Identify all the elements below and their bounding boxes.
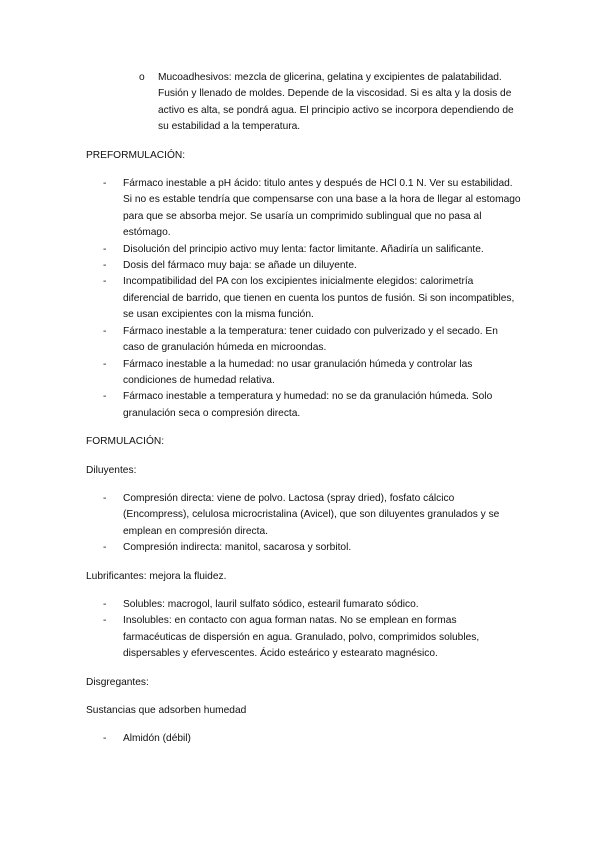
list-item-text: Fármaco inestable a pH ácido: titulo antes y después de HCl 0.1 N. Ver su estabilidad. Si no es estable tendría que compensarse con una base a la hora de llegar al estomago para que se absorba mejor. Se usaría un comprimido sublingual que no pasa al estómago.	[123, 178, 521, 239]
list-item-text: Incompatibilidad del PA con los excipientes inicialmente elegidos: calorimetría diferencial de barrido, que tienen en cuenta los puntos de fusión. Si son incompatibles, se usan excipientes con la misma función.	[123, 276, 515, 321]
list-item	[86, 491, 522, 540]
list-item-mucoadhesivos	[86, 70, 522, 136]
subheading-adsorben-humedad: Sustancias que adsorben humedad	[86, 705, 247, 716]
list-item-text: Fármaco inestable a temperatura y humedad: no se da granulación húmeda. Solo granulación seca o compresión directa.	[123, 391, 493, 419]
heading-diluyentes: Diluyentes:	[86, 464, 137, 476]
list-item	[86, 389, 522, 422]
bullet-marker: -	[103, 178, 107, 190]
bullet-marker: -	[103, 243, 107, 255]
heading-preformulacion: PREFORMULACIÓN:	[86, 149, 186, 161]
bullet-marker: -	[103, 492, 107, 504]
list-item-text: Compresión indirecta: manitol, sacarosa y sorbitol.	[123, 542, 352, 554]
bullet-marker: -	[103, 598, 107, 610]
list-item-text: Compresión directa: viene de polvo. Lactosa (spray dried), fosfato cálcico (Encompress), celulosa microcristalina (Avicel), que son diluyentes granulados y se emplean en compresión directa.	[123, 492, 500, 537]
heading-formulacion: FORMULACIÓN:	[86, 436, 165, 448]
bullet-marker: -	[103, 260, 107, 272]
sub-bullet-marker: o	[139, 72, 145, 83]
heading-disgregantes: Disgregantes:	[86, 676, 149, 688]
list-item	[86, 731, 522, 747]
list-item-text: Dosis del fármaco muy baja: se añade un diluyente.	[123, 260, 357, 272]
list-item	[86, 613, 522, 662]
list-item-text: Almidón (débil)	[123, 733, 191, 745]
bullet-marker: -	[103, 358, 107, 370]
list-item	[86, 274, 522, 323]
list-item-text: Disolución del principio activo muy lenta: factor limitante. Añadiría un salificante.	[123, 243, 484, 255]
bullet-marker: -	[103, 615, 107, 627]
list-preformulacion	[86, 176, 522, 422]
list-diluyentes	[86, 491, 522, 557]
bullet-marker: -	[103, 325, 107, 337]
list-item-text: Mucoadhesivos: mezcla de glicerina, gelatina y excipientes de palatabilidad. Fusión y llenado de moldes. Depende de la viscosidad. Si es alta y la dosis de activo es alta, se pondrá agua. El principio activo se incorpora dependiendo de su estabilidad a la temperatura.	[158, 72, 514, 133]
heading-lubrificantes: Lubrificantes: mejora la fluidez.	[86, 570, 227, 582]
bullet-marker: -	[103, 391, 107, 403]
list-item	[86, 540, 522, 556]
list-item-text: Fármaco inestable a la temperatura: tener cuidado con pulverizado y el secado. En caso de granulación húmeda en microondas.	[123, 325, 498, 354]
bullet-marker: -	[103, 733, 107, 745]
list-item	[86, 242, 522, 258]
bullet-marker: -	[103, 542, 107, 554]
list-item-text: Insolubles: en contacto con agua forman natas. No se emplean en formas farmacéuticas de dispersión en agua. Granulado, polvo, comprimidos solubles, dispersables y efervescentes. Ácido esteárico y estearato magnésico.	[123, 615, 480, 660]
bullet-marker: -	[103, 276, 107, 288]
list-item	[86, 597, 522, 613]
document-body	[86, 70, 522, 748]
list-item	[86, 357, 522, 390]
list-lubrificantes	[86, 597, 522, 663]
list-item	[86, 176, 522, 242]
list-item-text: Fármaco inestable a la humedad: no usar granulación húmeda y controlar las condiciones de humedad relativa.	[123, 358, 473, 386]
list-disgregantes	[86, 731, 522, 747]
list-item	[86, 324, 522, 357]
list-item-text: Solubles: macrogol, lauril sulfato sódico, estearil fumarato sódico.	[123, 598, 419, 610]
list-item	[86, 258, 522, 274]
